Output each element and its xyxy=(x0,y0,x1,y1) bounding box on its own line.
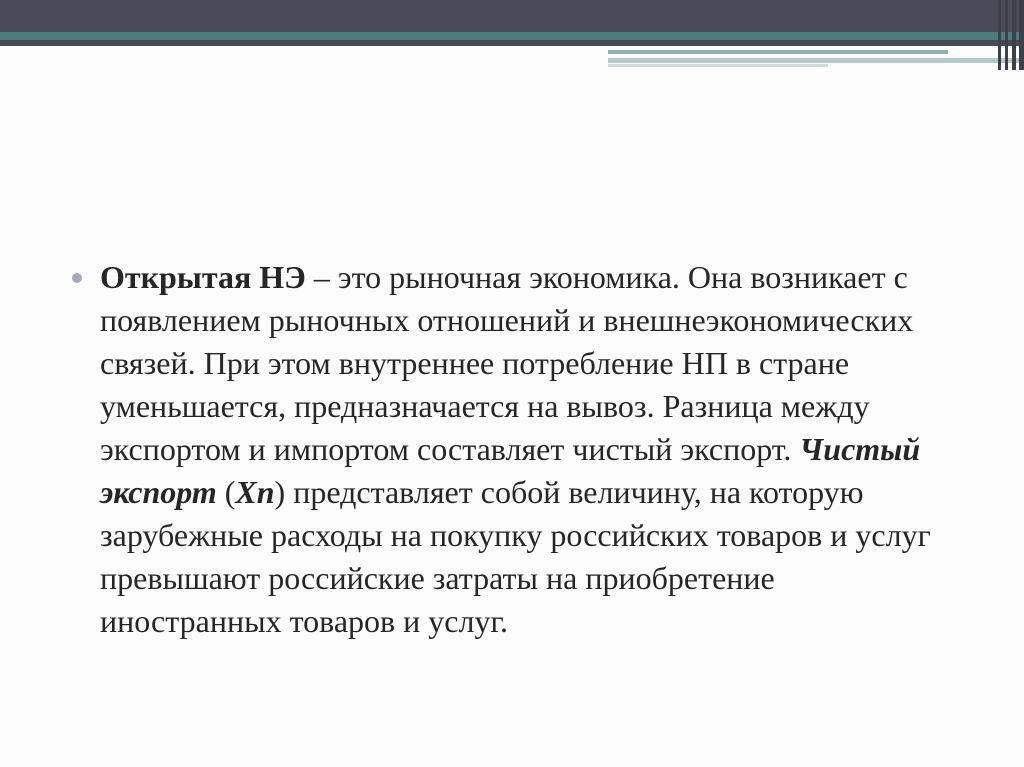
slide-body xyxy=(72,256,952,643)
paragraph-text: ) представляет собой величину, на которую зарубежные расходы на покупку российских товаров и услуг превышают российские затраты на приобретение иностранных товаров и услуг. xyxy=(100,474,931,639)
term-open-economy: Открытая НЭ xyxy=(100,259,306,295)
term-net-export: Чистый экспорт xyxy=(100,431,921,510)
decorative-vertical-bar xyxy=(1012,0,1016,70)
paragraph-text: – это рыночная экономика. Она возникает с появлением рыночных отношений и внешнеэкономических связей. При этом внутреннее потребление НП в стране уменьшается, предназначается на вывоз. Разница между экспортом и импортом составляет чистый экспорт. xyxy=(100,259,914,467)
decorative-line xyxy=(608,50,948,54)
bullet-icon xyxy=(72,273,82,283)
header-band xyxy=(0,0,1024,32)
decorative-vertical-bar xyxy=(998,0,1001,70)
bullet-paragraph xyxy=(100,256,950,643)
header-accent-stripe xyxy=(0,32,1024,40)
paragraph-text: ( xyxy=(216,474,236,510)
decorative-vertical-bar xyxy=(1019,0,1024,70)
decorative-line xyxy=(608,64,828,67)
decorative-vertical-bar xyxy=(1005,0,1008,70)
decorative-line xyxy=(608,58,1024,63)
header-lower-stripe xyxy=(0,40,1024,46)
term-xn: Xn xyxy=(235,474,275,510)
